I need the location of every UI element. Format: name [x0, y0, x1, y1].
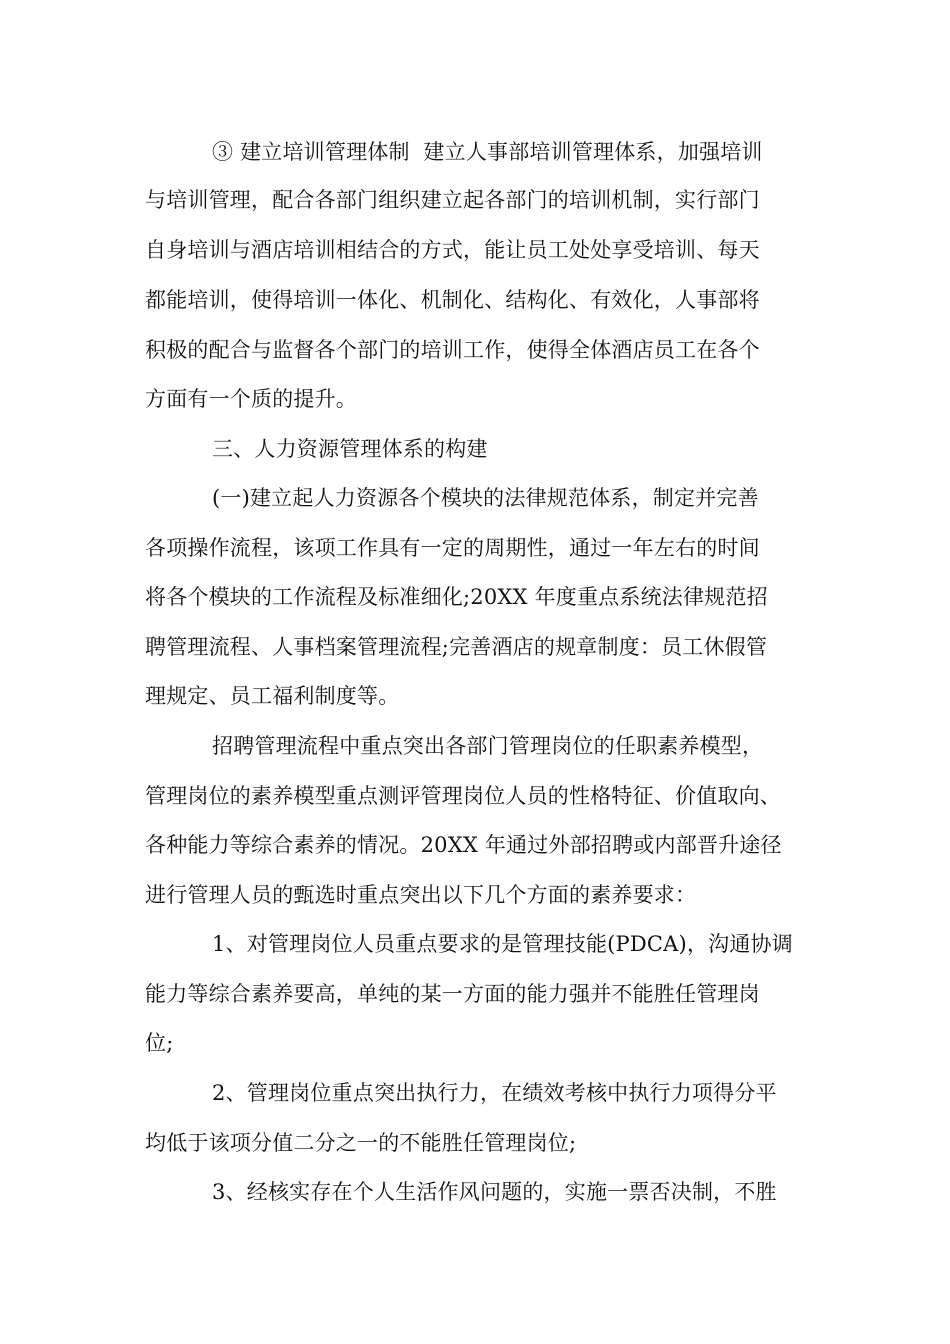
paragraph-line: 积极的配合与监督各个部门的培训工作，使得全体酒店员工在各个	[145, 338, 760, 362]
paragraph-line: (一)建立起人力资源各个模块的法律规范体系，制定并完善	[212, 486, 759, 510]
paragraph-line: 进行管理人员的甄选时重点突出以下几个方面的素养要求：	[145, 883, 697, 907]
list-item-line: 2、管理岗位重点突出执行力，在绩效考核中执行力项得分平	[212, 1081, 777, 1105]
list-item-line: 均低于该项分值二分之一的不能胜任管理岗位;	[145, 1131, 577, 1155]
paragraph-line: 与培训管理，配合各部门组织建立起各部门的培训机制，实行部门	[145, 188, 760, 212]
list-item-line: 能力等综合素养要高，单纯的某一方面的能力强并不能胜任管理岗	[145, 982, 760, 1006]
section-heading: 三、人力资源管理体系的构建	[212, 437, 488, 461]
paragraph-line: 各项操作流程，该项工作具有一定的周期性，通过一年左右的时间	[145, 536, 760, 560]
list-item-line: 位;	[145, 1031, 174, 1055]
paragraph-line: 各种能力等综合素养的情况。20XX 年通过外部招聘或内部晋升途径	[145, 833, 782, 857]
paragraph-line: 管理岗位的素养模型重点测评管理岗位人员的性格特征、价值取向、	[145, 784, 781, 808]
paragraph-line: ③ 建立培训管理体制 建立人事部培训管理体系，加强培训	[212, 140, 763, 164]
paragraph-line: 理规定、员工福利制度等。	[145, 684, 400, 708]
list-item-line: 1、对管理岗位人员重点要求的是管理技能(PDCA)，沟通协调	[212, 932, 793, 956]
paragraph-line: 将各个模块的工作流程及标准细化;20XX 年度重点系统法律规范招	[145, 585, 768, 609]
paragraph-line: 方面有一个质的提升。	[145, 387, 357, 411]
paragraph-line: 都能培训，使得培训一体化、机制化、结构化、有效化，人事部将	[145, 288, 760, 312]
paragraph-line: 招聘管理流程中重点突出各部门管理岗位的任职素养模型，	[212, 734, 764, 758]
paragraph-line: 聘管理流程、人事档案管理流程;完善酒店的规章制度：员工休假管	[145, 635, 768, 659]
paragraph-line: 自身培训与酒店培训相结合的方式，能让员工处处享受培训、每天	[145, 238, 760, 262]
list-item-line: 3、经核实存在个人生活作风问题的，实施一票否决制，不胜	[212, 1180, 777, 1204]
